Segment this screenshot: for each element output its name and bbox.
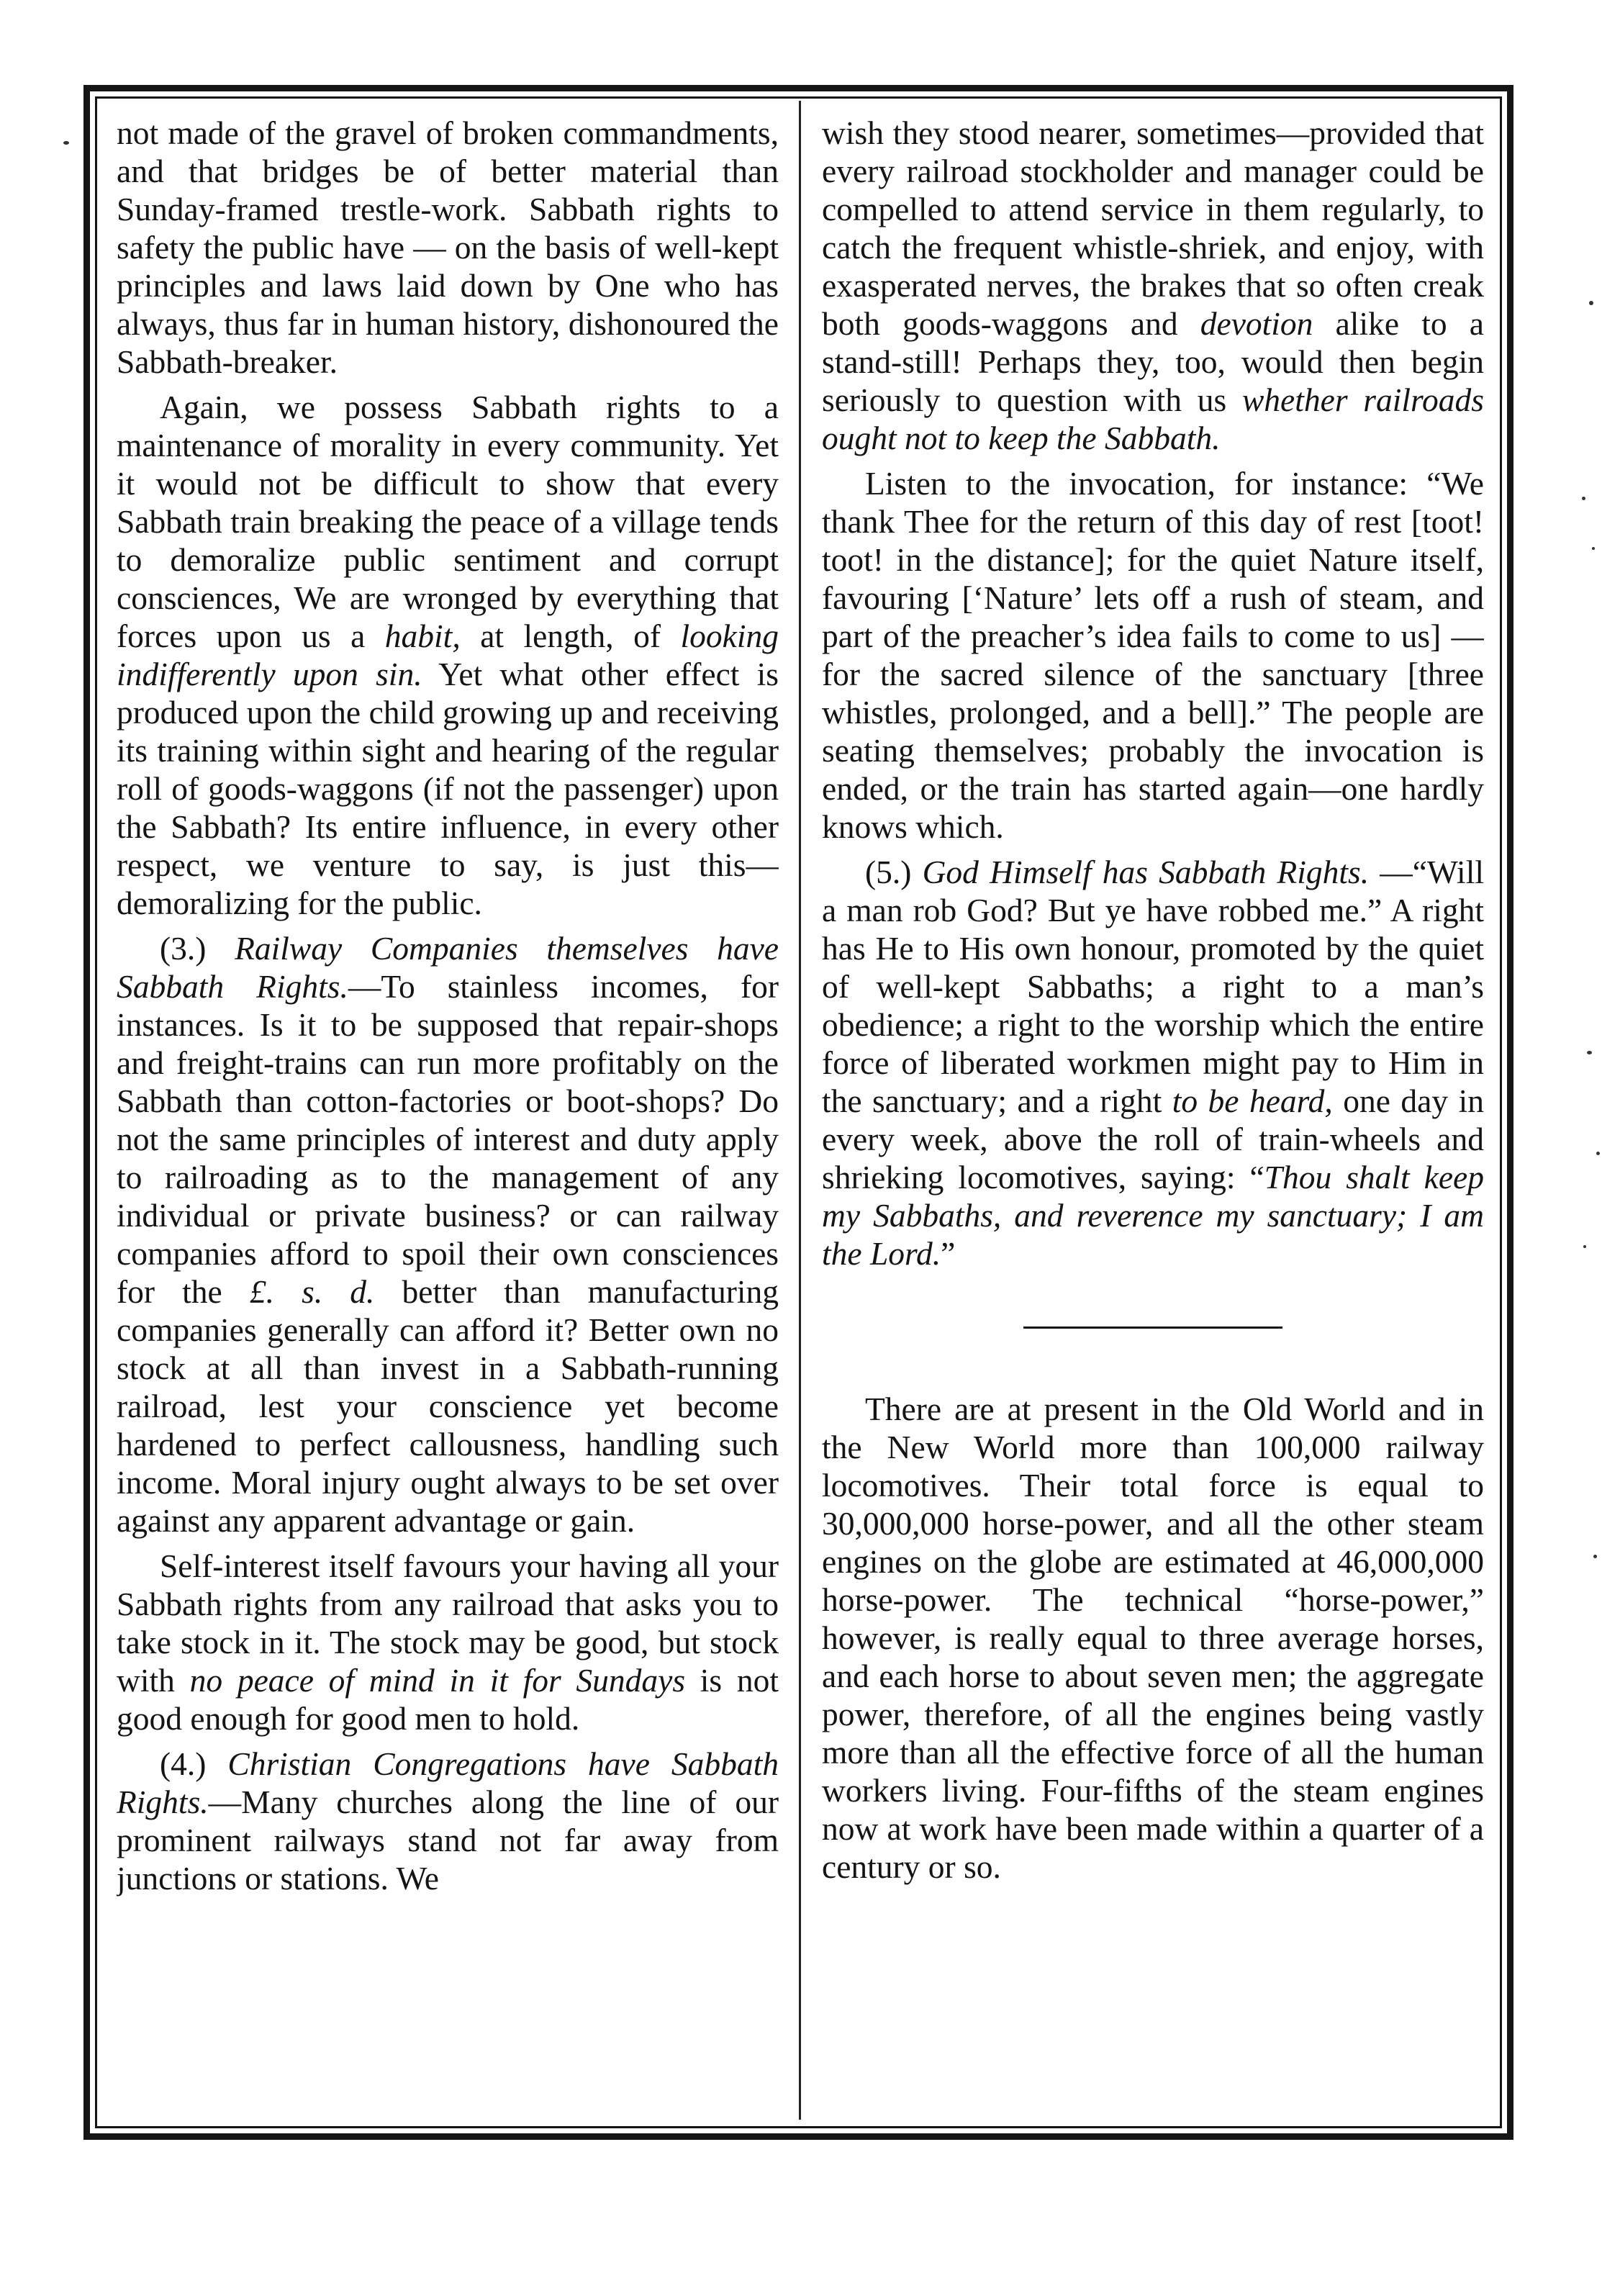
scan-speck [1592,547,1595,550]
scan-speck [1587,1051,1592,1054]
scan-speck [1582,497,1585,500]
body-text: Self-interest itself favours your having all your Sabbath rights from any railroad that asks you to take stock in it. The stock may be good, but stock with [117,1547,779,1699]
scan-speck [1589,301,1593,305]
section-divider [1023,1326,1282,1329]
column-rule [799,101,801,2120]
right-column-upper [822,114,1484,1273]
body-text: Again, we possess Sabbath rights to a maintenance of morality in every community. Yet it would not be difficult to show that every Sabbath train breaking the peace of a village tends to demoralize public sentiment and corrupt consciences, We are wronged by everything that forces upon us a [117,389,779,654]
body-text: —Many churches along the line of our prominent railways stand not far away from junctions or stations. We [117,1784,779,1897]
italic-text: God Himself has Sabbath Rights. [922,854,1370,890]
right-column [822,114,1484,2122]
italic-text: Railway Companies themselves have Sabbath Rights. [117,930,779,1005]
body-text: Listen to the invocation, for instance: “We thank Thee for the return of this day of rest [toot! toot! in the distance]; for the quiet Nature itself, favouring [‘Nature’ lets off a rush of steam, and part of the preacher’s idea fails to come to us] —for the sacred silence of the sanctuary [three whistles, prolonged, and a bell].” The people are seating themselves; probably the invocation is ended, or the train has started again—one hardly knows which. [822,465,1484,845]
scan-speck [1593,1555,1597,1558]
right-column-lower [822,1390,1484,1886]
paragraph [117,929,779,1540]
body-text: alike to a stand-still! Perhaps they, too, would then begin seriously to question with us [822,305,1484,418]
scan-speck [63,141,69,145]
italic-text: looking indifferently upon sin. [117,618,779,692]
body-text: (5.) [865,854,923,890]
italic-text: to be heard, [1172,1083,1333,1119]
body-text: —To stainless incomes, for instances. Is it to be supposed that repair-shops and freight-trains can run more profitably on the Sabbath than cotton-factories or boot-shops? Do not the same principles of interest and duty apply to railroading as to the management of any individual or private business? or can railway companies afford to spoil their own consciences for the [117,968,779,1310]
left-column [117,114,779,2122]
scan-speck [1583,1245,1586,1248]
paragraph [117,388,779,922]
body-text: not made of the gravel of broken commandments, and that bridges be of better material than Sunday-framed trestle-work. Sabbath rights to safety the public have — on the basis of well-kept principles and laws laid down by One who has always, thus far in human history, dishonoured the Sabbath-breaker. [117,114,779,380]
body-text: is not good enough for good men to hold. [117,1662,779,1737]
body-text: (4.) [160,1745,228,1782]
paragraph [822,853,1484,1273]
italic-text: whether railroads ought not to keep the Sabbath. [822,381,1484,456]
italic-text: habit, [384,618,461,654]
paragraph [822,1390,1484,1886]
paragraph [117,114,779,381]
italic-text: £. s. d. [249,1273,375,1310]
italic-text: Christian Congregations have Sabbath Rights. [117,1745,779,1820]
paragraph [822,114,1484,457]
paragraph [822,464,1484,846]
body-text: wish they stood nearer, sometimes—provided that every railroad stockholder and manager could be compelled to attend service in them regularly, to catch the frequent whistle-shriek, and enjoy, with exasperated nerves, the brakes that so often creak both goods-waggons and [822,114,1484,342]
body-text: There are at present in the Old World and in the New World more than 100,000 railway locomotives. Their total force is equal to 30,000,000 horse-power, and all the other steam engines on the globe are estimated at 46,000,000 horse-power. The technical “horse-power,” however, is really equal to three average horses, and each horse to about seven men; the aggregate power, therefore, of all the engines being vastly more than all the effective force of all the human workers living. Four-fifths of the steam engines now at work have been made within a quarter of a century or so. [822,1391,1484,1885]
body-text: at length, of [460,618,681,654]
scan-speck [1596,1152,1600,1155]
italic-text: no peace of mind in it for Sundays [189,1662,686,1699]
paragraph [117,1547,779,1737]
body-text: better than manufacturing companies generally can afford it? Better own no stock at all than invest in a Sabbath-running railroad, lest your conscience yet become hardened to perfect callousness, handling such income. Moral injury ought always to be set over against any apparent advantage or gain. [117,1273,779,1539]
body-text: ” [941,1235,956,1272]
body-text: one day in every week, above the roll of train-wheels and shrieking locomotives, saying: “ [822,1083,1484,1196]
body-text: (3.) [160,930,235,967]
body-text: Yet what other effect is produced upon the child growing up and receiving its training within sight and hearing of the regular roll of goods-waggons (if not the passenger) upon the Sabbath? Its entire influence, in every other respect, we venture to say, is just this—demoralizing for the public. [117,656,779,921]
italic-text: devotion [1200,305,1313,342]
italic-text: Thou shalt keep my Sabbaths, and reverence my sanctuary; I am the Lord. [822,1159,1484,1272]
paragraph [117,1745,779,1897]
body-text: —“Will a man rob God? But ye have robbed me.” A right has He to His own honour, promoted by the quiet of well-kept Sabbaths; a right to a man’s obedience; a right to the worship which the entire force of liberated workmen might pay to Him in the sanctuary; and a right [822,854,1484,1119]
